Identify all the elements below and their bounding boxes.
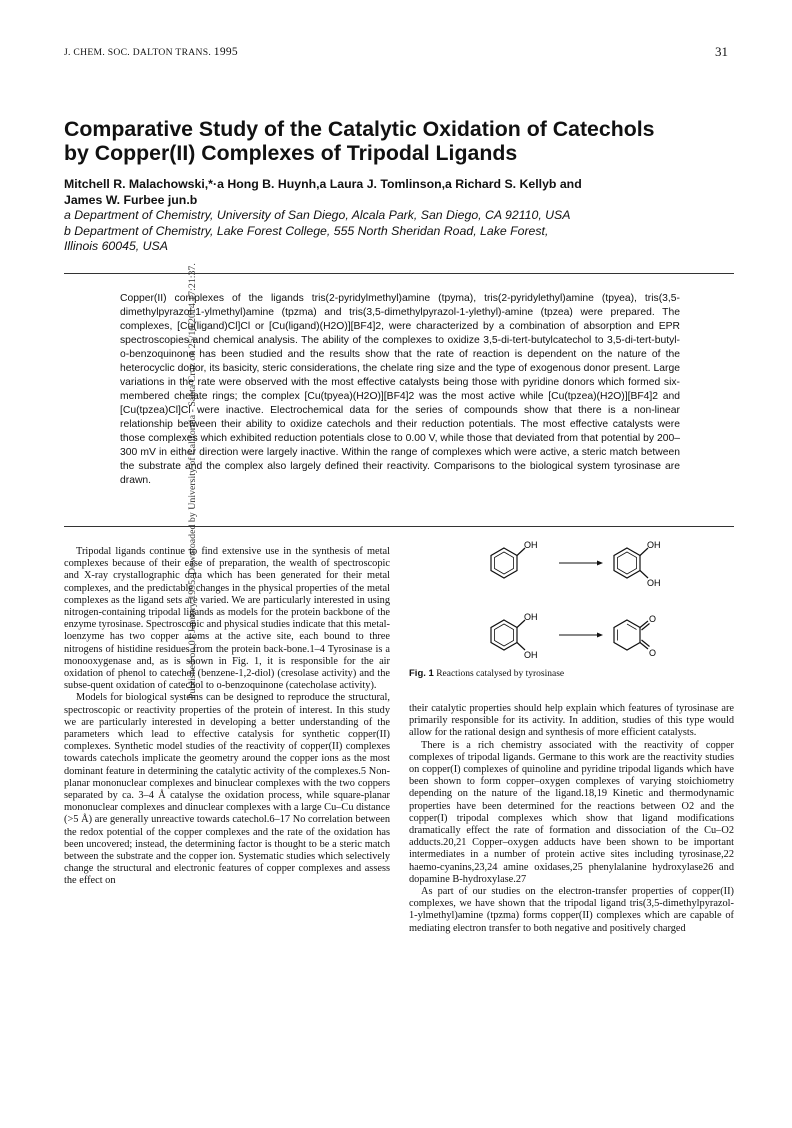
paragraph: Tripodal ligands continue to find extensive use in the synthesis of metal complexes because of their ease of preparation, the wealth of spectroscopic and X-ray crystallographic data which has been generated for their metal complexes, and the predictable changes in the physical properties of the metal complexes as the ligand sets are varied. We are particularly interested in using nitrogen-containing tripodal ligands as models for the protein backbone of the enzyme tyrosinase. Spectroscopic and physical studies indicate that this metal-loenzyme has two copper atoms at the active site, each bound to three nitrogens of histidine residues from the protein back-bone.1–4 Tyrosinase is a monooxygenase and, as is shown in Fig. 1, it is responsible for the air oxidation of phenol to catechol (benzene-1,2-diol) (cresolase activity) and the subse-quent oxidation of catechol to o-benzoquinone (catecholase activity).	[64, 546, 390, 692]
quinone-o-label-2: O	[649, 648, 657, 658]
quinone-o-label-1: O	[649, 614, 657, 624]
body-column-right	[409, 703, 734, 935]
article-title	[64, 117, 734, 165]
catechol2-oh-label-1: OH	[524, 612, 538, 622]
paragraph: There is a rich chemistry associated with the reactivity of copper complexes of tripodal ligands. Germane to this work are the reactivity studies on copper(I) complexes of quinoline and pyridine tripodal ligands which have been shown to form copper–oxygen complexes of varying stoichiometry depending on the nature of the ligand.18,19 Kinetic and thermodynamic properties have been determined for the reactions between O2 and the copper(I) tripodal complexes which show that ligand modifications dramatically effect the rate of formation and dissociation of the Cu–O2 adducts.20,21 Copper–oxygen adducts have been shown to be important intermediates in a number of protein active sites including tyrosinase,22 haemo-cyanins,23,24 amine oxidases,25 phenylalanine hydroxylase26 and dopamine B-hydroxylase.27	[409, 739, 734, 885]
authors-line-2: James W. Furbee jun.b	[64, 192, 198, 207]
phenol-oh-label: OH	[524, 540, 538, 550]
arrowhead-1	[597, 561, 603, 566]
catechol-oh-label-2: OH	[647, 578, 661, 588]
download-watermark: Published on 01 January 1995. Downloaded by University of California - Santa Cruz on 25/10/2014 17:21:37.	[187, 263, 198, 699]
catechol-structure-2	[491, 620, 525, 650]
title-line-1: Comparative Study of the Catalytic Oxidation of Catechols	[64, 117, 655, 141]
arrowhead-2	[597, 633, 603, 638]
paragraph: As part of our studies on the electron-transfer properties of copper(II) complexes, we have shown that the tripodal ligand tris(3,5-dimethylpyrazol-1-ylmethyl)amine (tpzma) forms copper(II) complexes which are capable of mediating electron transfer to both negative and positively charged	[409, 886, 734, 934]
paragraph: Models for biological systems can be designed to reproduce the structural, spectroscopic or reactivity properties of the protein of interest. In this study we are particularly interested in developing a better understanding of the parameters which lead to effective catalysis for synthetic copper(II) complexes. Synthetic model studies of the reactivity of copper(II) complexes towards catechols implicate the geometry around the copper ions as the most dominant feature in determining the catalytic activity of the complexes.5 Non-planar mononuclear complexes and binuclear complexes with the two coppers separated by ca. 3–4 Å catalyse the oxidation process, while square-planar mononuclear complexes and dinuclear complexes with a large Cu–Cu distance (>5 Å) are generally unreactive towards catechol.6–17 No correlation between the redox potential of the copper complexes and the rate of the oxidation has been uncovered; instead, the determining factor is thought to be a steric match between the substrate and the copper ion. Systematic studies which selectively change the structural and electronic features of copper complexes and assess the effect on	[64, 692, 390, 887]
paragraph: their catalytic properties should help explain which features of tyrosinase are primarily responsible for its activity. In addition, studies of this type would allow for the rational design and synthesis of more efficient catalysts.	[409, 703, 734, 739]
affiliation-a: a Department of Chemistry, University of San Diego, Alcala Park, San Diego, CA 92110, USA	[64, 208, 571, 222]
journal-name: J. CHEM. SOC. DALTON TRANS.	[64, 47, 212, 58]
page-number: 31	[715, 44, 728, 59]
figure-label: Fig. 1	[409, 668, 434, 679]
top-divider	[64, 273, 734, 274]
catechol-structure	[614, 548, 648, 578]
journal-year: 1995	[213, 46, 238, 58]
reaction-scheme	[409, 536, 734, 666]
figure-1	[409, 536, 734, 686]
phenol-structure	[491, 548, 525, 578]
figure-caption-text: Reactions catalysed by tyrosinase	[436, 669, 565, 679]
catechol-oh-label-1: OH	[647, 540, 661, 550]
affiliations	[64, 208, 734, 255]
abstract-divider	[64, 526, 734, 527]
running-header	[64, 46, 238, 58]
affiliation-b-line-1: b Department of Chemistry, Lake Forest College, 555 North Sheridan Road, Lake Forest,	[64, 223, 549, 238]
catechol2-oh-label-2: OH	[524, 650, 538, 660]
abstract: Copper(II) complexes of the ligands tris(2-pyridylmethyl)amine (tpyma), tris(2-pyridylethyl)amine (tpyea), tris(3,5-dimethylpyrazol-1-ylmethyl)amine (tpzma) and tris(3,5-dimethylpyrazol-1-ylethyl)-amine (tpzea) were prepared. The complexes, [Cu(ligand)Cl]Cl or [Cu(ligand)(H2O)][BF4]2, were characterized by a combination of absorption and EPR spectroscopies and chemical analysis. The ability of the complexes to oxidize 3,5-di-tert-butylcatechol to 3,5-di-tert-butyl-o-benzoquinone has been studied and the results show that the rate of reaction is dependent on the nature of the heterocyclic donor, its basicity, steric considerations, the chelate ring size and the type of exogenous donor present. Large variations in the rate were observed with the most effective catalysts being those with pyridine donors which formed six-membered chelate rings; the complex [Cu(tpyea)(H2O)][BF4]2 was the most active while [Cu(tpzea)(H2O)][BF4]2 and [Cu(tpzea)Cl]Cl were inactive. Electrochemical data for the series of compounds show that there is a non-linear relationship between their ability to oxidize catechols and their reduction potentials. The most effective catalysts were those complexes which exhibited reduction potentials close to 0.00 V, while those that deviated from that potential by 200–300 mV in either direction were largely inactive. Within the range of complexes which were active, a steric match between the substrate and the complex also largely defined their reactivity. Comparisons to the biological system tyrosinase are drawn.	[120, 293, 680, 486]
authors-line-1: Mitchell R. Malachowski,*·a Hong B. Huynh,a Laura J. Tomlinson,a Richard S. Kellyb and	[64, 177, 582, 191]
quinone-structure	[614, 620, 650, 650]
body-column-left	[64, 546, 390, 888]
affiliation-b-line-2: Illinois 60045, USA	[64, 239, 168, 253]
title-line-2: by Copper(II) Complexes of Tripodal Ligands	[64, 141, 518, 165]
figure-caption	[409, 668, 564, 679]
author-list	[64, 177, 734, 208]
